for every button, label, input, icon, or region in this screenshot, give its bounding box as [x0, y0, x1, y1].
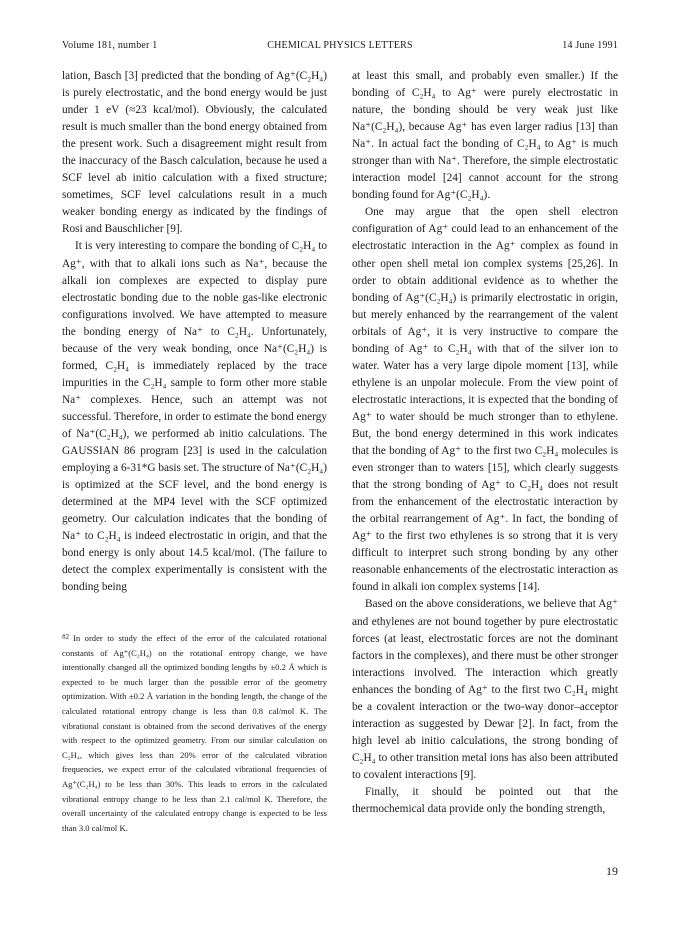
paragraph: at least this small, and probably even smaller.) If the bonding of C₂H₄ to Ag⁺ were purely electrostatic in nature, the bonding should be very weak just like Na⁺(C₂H₄), because Ag⁺ has even larger radius [13] than Na⁺. In actual fact the bonding of C₂H₄ to Ag⁺ is much stronger than with Na⁺. Therefore, the simple electrostatic interaction model [24] cannot account for the strong bonding found for Ag⁺(C₂H₄). [352, 70, 618, 202]
footnote-marker: #2 [62, 633, 69, 641]
footnote-body: In order to study the effect of the error of the calculated rotational constants of Ag⁺(C₂H₄) on the rotational entropy change, we have intentionally changed all the optimized bonding lengths by ±0.2 Å which is expected to be much larger than the possible error of the geometry optimization. With ±0.2 Å variation in the bonding length, the change of the calculated rotational entropy change is less than 0.8 cal/mol K. The vibrational constant is obtained from the second derivatives of the energy with respect to the optimized geometry. From our similar calculation on C₂H₄, which gives less than 20% error of the calculated vibration frequencies, we expect error of the calculated vibrational frequencies of Ag⁺(C₂H₄) to be less than 30%. This leads to errors in the calculated vibrational entropy change to be less than 2.1 cal/mol K. Therefore, the overall uncertainty of the calculated entropy change is expected to be less than 3.0 cal/mol K. [62, 633, 327, 833]
volume-number: Volume 181, number 1 [62, 40, 158, 51]
issue-date: 14 June 1991 [562, 40, 618, 51]
paragraph: Finally, it should be pointed out that the thermochemical data provide only the bonding strength, [352, 785, 618, 816]
paragraph: One may argue that the open shell electron configuration of Ag⁺ could lead to an enhancement of the electrostatic interaction in the Ag⁺ complex as found in other open shell metal ion complex systems [25,26]. In order to obtain additional evidence as to whether the bonding of Ag⁺(C₂H₄) is primarily electrostatic in origin, but merely enhanced by the rearrangement of the valent orbitals of Ag⁺, it is very instructive to compare the bonding of Ag⁺ to C₂H₄ with that of the silver ion to water. Water has a very large dipole moment [13], while ethylene is an unpolar molecule. From the view point of electrostatic interactions, it is expected that the bonding of Ag⁺ to water should be much stronger than to ethylene. But, the bond energy determined in this work indicates that the bonding of Ag⁺ to the first two C₂H₄ molecules is even stronger than to waters [15], which clearly suggests that the strong bonding of Ag⁺ to C₂H₄ does not result from the enhancement of the electrostatic interaction by the orbital rearrangement of Ag⁺. In fact, the bonding of Ag⁺ to the first two ethylenes is so strong that it is very difficult to interpret such strong bonding by any other reasonable enhancements of the electrostatic interaction as found in alkali ion complex systems [14]. [352, 206, 618, 594]
left-column [62, 68, 327, 596]
footnote-text [62, 630, 327, 835]
running-header [62, 40, 618, 54]
journal-title: CHEMICAL PHYSICS LETTERS [267, 40, 413, 51]
paragraph: It is very interesting to compare the bonding of C₂H₄ to Ag⁺, with that to alkali ions such as Na⁺, because the alkali ion complexes are expected to display pure electrostatic bonding due to the noble gas-like electronic configurations involved. We have attempted to measure the bonding energy of Na⁺ to C₂H₄. Unfortunately, because of the very weak bonding, once Na⁺(C₂H₄) is formed, C₂H₄ is immediately replaced by the trace impurities in the C₂H₄ sample to form other more stable Na⁺ complexes. Hence, such an attempt was not successful. Therefore, in order to estimate the bond energy of Na⁺(C₂H₄), we performed ab initio calculations. The GAUSSIAN 86 program [23] is used in the calculation employing a 6-31*G basis set. The structure of Na⁺(C₂H₄) is optimized at the SCF level, and the bond energy is determined at the MP4 level with the SCF optimized geometry. Our calculation indicates that the bonding of Na⁺ to C₂H₄ is indeed electrostatic in origin, and that the bond energy is only about 14.5 kcal/mol. (The failure to detect the complex experimentally is consistent with the bonding being [62, 240, 327, 594]
footnote [62, 630, 327, 835]
right-column [352, 68, 618, 818]
paragraph: Based on the above considerations, we believe that Ag⁺ and ethylenes are not bound together by pure electrostatic forces (at least, electrostatic forces are not the dominant factors in the complexes), and there must be other stronger interactions involved. The interaction which greatly enhances the bonding of Ag⁺ to the first two C₂H₄ might be a covalent interaction or the two-way donor–acceptor interaction as suggested by Dewar [2]. In fact, from the high level ab initio calculations, the strong bonding of C₂H₄ to other transition metal ions has also been attributed to covalent interactions [9]. [352, 598, 618, 781]
paragraph: lation, Basch [3] predicted that the bonding of Ag⁺(C₂H₄) is purely electrostatic, and the bond energy would be just under 1 eV (≈23 kcal/mol). Obviously, the calculated result is much smaller than the bond energy obtained from the present work. Such a disagreement might result from the inaccuracy of the Basch calculation, because he used a SCF level ab initio calculation with a fixed structure; sometimes, SCF level calculations result in a much weaker bonding energy as indicated by the findings of Rosi and Bauschlicher [9]. [62, 70, 327, 236]
page-number: 19 [606, 864, 618, 878]
